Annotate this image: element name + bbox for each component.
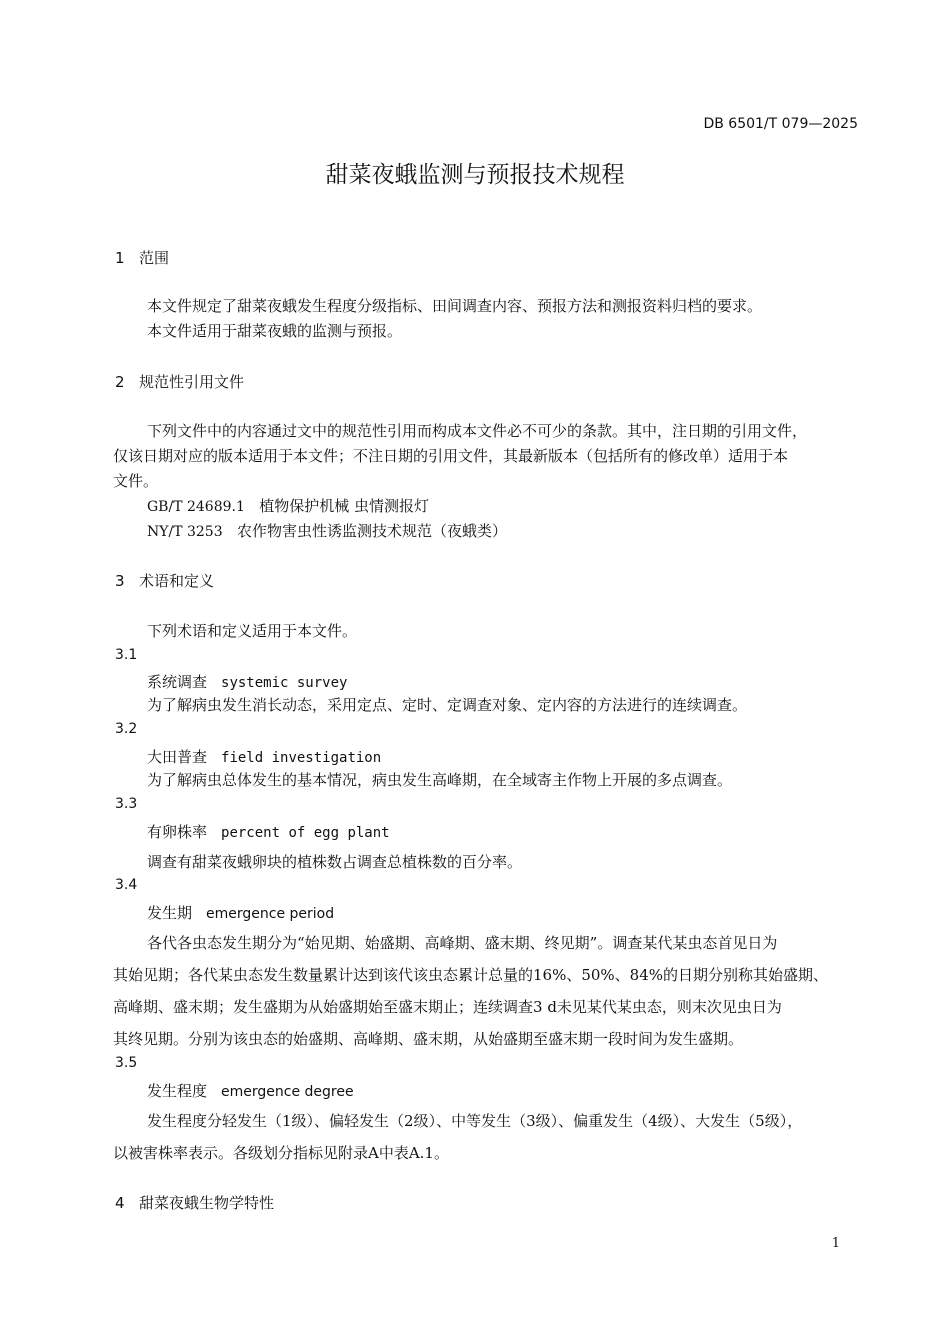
term-number: 3.4: [115, 877, 138, 893]
reference-code: GB/T 24689.1: [147, 499, 245, 515]
refs-intro-line-3: 文件。: [113, 472, 159, 490]
term-heading: [147, 821, 390, 842]
reference-item: [147, 519, 507, 544]
reference-title: 植物保护机械 虫情测报灯: [259, 497, 429, 515]
term-en: systemic survey: [221, 675, 348, 691]
term-definition-line-1: 发生程度分轻发生（1级）、偏轻发生（2级）、中等发生（3级）、偏重发生（4级）、大发生（5级），: [147, 1112, 803, 1130]
term-definition-line-1: 各代各虫态发生期分为“始见期、始盛期、高峰期、盛末期、终见期”。调查某代某虫态首见日为: [147, 934, 778, 952]
term-definition-line-4: 其终见期。分别为该虫态的始盛期、高峰期、盛末期，从始盛期至盛末期一段时间为发生盛期。: [113, 1030, 744, 1048]
term-heading: [147, 671, 347, 692]
term-number: 3.1: [115, 647, 138, 663]
term-heading: [147, 746, 381, 767]
terms-intro: 下列术语和定义适用于本文件。: [147, 622, 358, 640]
term-en: field investigation: [221, 750, 382, 766]
section-number: 2: [115, 373, 125, 391]
reference-item: [147, 494, 429, 519]
section-1-heading: [115, 247, 169, 268]
section-title: 甜菜夜蛾生物学特性: [139, 1194, 275, 1212]
term-en: emergence degree: [221, 1084, 354, 1100]
section-number: 4: [115, 1194, 125, 1212]
scope-paragraph-2: 本文件适用于甜菜夜蛾的监测与预报。: [147, 322, 403, 340]
refs-intro-line-2: 仅该日期对应的版本适用于本文件；不注日期的引用文件，其最新版本（包括所有的修改单）适用于本: [113, 447, 789, 465]
term-definition: 为了解病虫发生消长动态，采用定点、定时、定调查对象、定内容的方法进行的连续调查。: [147, 696, 748, 714]
term-en: emergence period: [206, 906, 335, 922]
term-definition: 调查有甜菜夜蛾卵块的植株数占调查总植株数的百分率。: [147, 853, 523, 871]
scope-paragraph-1: 本文件规定了甜菜夜蛾发生程度分级指标、田间调查内容、预报方法和测报资料归档的要求。: [147, 297, 763, 315]
term-heading: [147, 902, 334, 923]
term-zh: 系统调查: [147, 673, 208, 691]
term-zh: 发生期: [147, 904, 193, 922]
term-definition-line-2: 其始见期；各代某虫态发生数量累计达到该代该虫态累计总量的16%、50%、84%的日期分别称其始盛期、: [113, 966, 829, 984]
section-title: 规范性引用文件: [139, 373, 245, 391]
refs-intro-line-1: 下列文件中的内容通过文中的规范性引用而构成本文件必不可少的条款。其中，注日期的引用文件，: [147, 422, 808, 440]
section-title: 术语和定义: [139, 572, 215, 590]
term-zh: 发生程度: [147, 1082, 208, 1100]
section-title: 范围: [139, 249, 170, 267]
section-3-heading: [115, 570, 214, 591]
section-number: 1: [115, 249, 125, 267]
reference-title: 农作物害虫性诱监测技术规范（夜蛾类）: [236, 522, 507, 540]
term-definition-line-2: 以被害株率表示。各级划分指标见附录A中表A.1。: [113, 1144, 449, 1162]
section-4-heading: [115, 1192, 274, 1213]
reference-code: NY/T 3253: [147, 524, 223, 540]
term-number: 3.5: [115, 1055, 138, 1071]
section-number: 3: [115, 572, 125, 590]
term-en: percent of egg plant: [221, 825, 390, 841]
section-2-heading: [115, 371, 244, 392]
document-number: DB 6501/T 079—2025: [703, 116, 858, 132]
term-number: 3.2: [115, 721, 138, 737]
term-heading: [147, 1080, 354, 1101]
term-number: 3.3: [115, 796, 138, 812]
term-zh: 有卵株率: [147, 823, 208, 841]
page-number: 1: [831, 1236, 840, 1251]
term-definition: 为了解病虫总体发生的基本情况，病虫发生高峰期，在全域寄主作物上开展的多点调查。: [147, 771, 733, 789]
document-title: 甜菜夜蛾监测与预报技术规程: [325, 162, 625, 188]
term-zh: 大田普查: [147, 748, 208, 766]
term-definition-line-3: 高峰期、盛末期；发生盛期为从始盛期始至盛末期止；连续调查3 d未见某代某虫态，则末次见虫日为: [113, 998, 782, 1016]
